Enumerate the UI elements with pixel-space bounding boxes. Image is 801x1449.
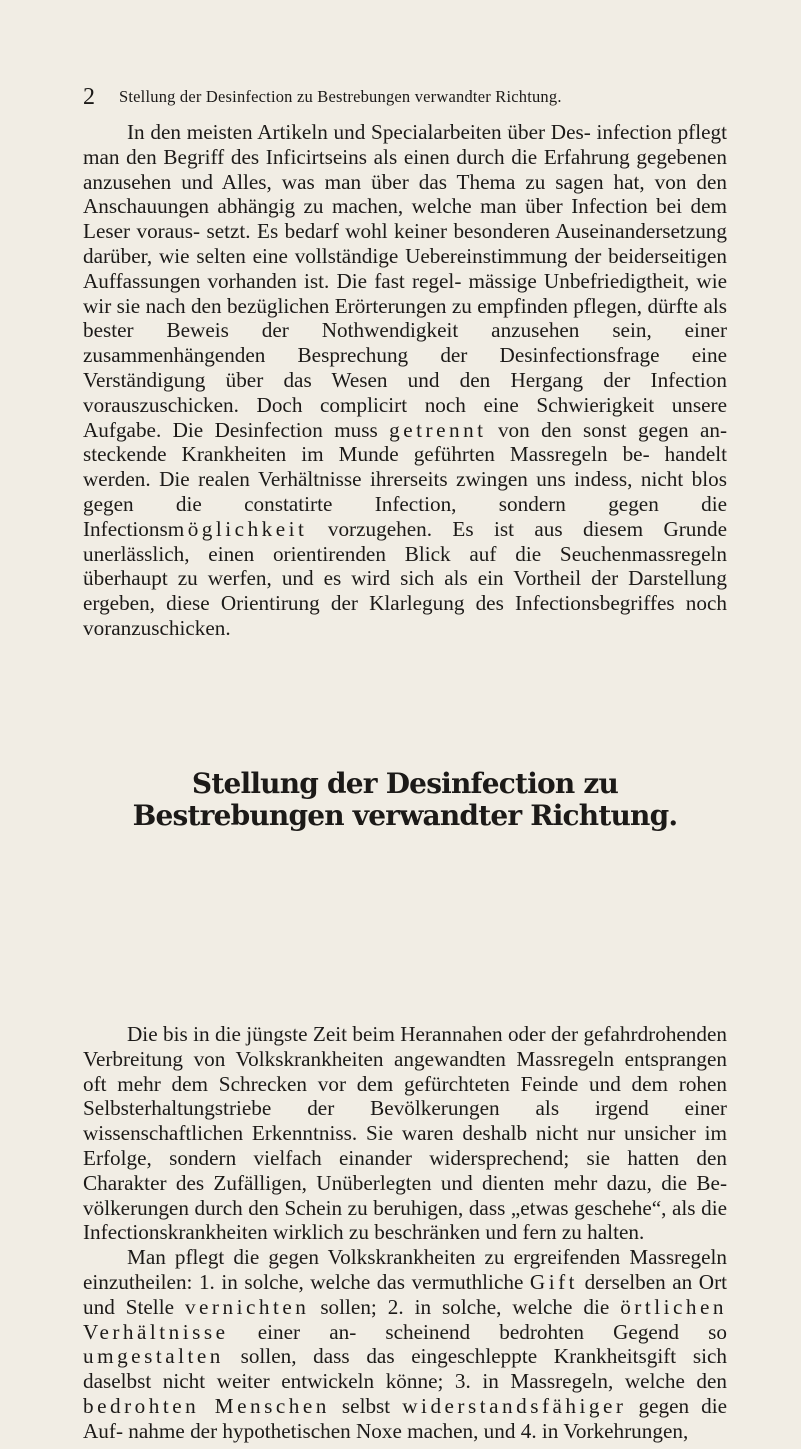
p2-text-5: sollen, dass das eingeschleppte Krankheitsgift sich daselbst nicht weiter entwickeln könne; 3. in Massregeln, welche den <box>83 1344 727 1394</box>
emphasis-bedrohten-menschen: bedrohten Menschen <box>83 1393 330 1418</box>
section-body <box>83 1022 727 1444</box>
page-header <box>83 84 723 110</box>
emphasis-widerstandsfaehiger: widerstandsfähiger <box>402 1393 627 1418</box>
emphasis-vernichten: vernichten <box>184 1294 310 1319</box>
emphasis-moeglichkeit: möglichkeit <box>167 516 308 541</box>
section-heading: Stellung der Desinfection zu Bestrebungen verwandter Richtung. <box>132 767 678 832</box>
section-paragraph-1: Die bis in die jüngste Zeit beim Herannahen oder der gefahrdrohenden Verbreitung von Volkskrankheiten angewandten Massregeln entsprangen oft mehr dem Schrecken vor dem gefürchteten Feinde und dem rohen Selbsterhaltungstriebe der Bevölkerungen als irgend einer wissenschaftlichen Erkenntniss. Sie waren deshalb nicht nur unsicher im Erfolge, sondern vielfach einander widersprechend; sie hatten den Charakter des Zufälligen, Unüberlegten und dienten mehr dazu, die Be- völkerungen durch den Schein zu beruhigen, dass „etwas geschehe“, als die Infectionskrankheiten wirklich zu beschränken und fern zu halten. <box>83 1022 727 1245</box>
emphasis-umgestalten: umgestalten <box>83 1344 224 1369</box>
intro-text-2: von den sonst gegen an- steckende Krankheiten im Munde geführten Massregeln be- handelt werden. Die realen Verhältnisse ihrerseits zwingen uns indess, nicht blos gegen die constatirte Infection, sondern gegen die Infections <box>83 417 727 541</box>
intro-paragraph <box>83 120 727 641</box>
page-number: 2 <box>83 84 95 110</box>
emphasis-getrennt: getrennt <box>389 417 487 442</box>
p2-text-2: derselben an Ort und Stelle <box>83 1269 728 1319</box>
p2-text-7: gegen die Auf- nahme der hypothetischen Noxe machen, und 4. in Vorkehrungen, <box>83 1393 728 1443</box>
p2-text-1: Man pflegt die gegen Volkskrankheiten zu ergreifenden Massregeln einzutheilen: 1. in solche, welche das vermuthliche <box>83 1245 727 1294</box>
p2-text-4: einer an- scheinend bedrohten Gegend so <box>257 1319 727 1344</box>
section-paragraph-2 <box>83 1245 727 1443</box>
emphasis-oertlichen-verhaeltnisse: örtlichen Verhältnisse <box>83 1294 727 1344</box>
running-title: Stellung der Desinfection zu Bestrebungen verwandter Richtung. <box>119 87 562 106</box>
emphasis-gift: Gift <box>529 1269 579 1294</box>
intro-text-1: In den meisten Artikeln und Specialarbeiten über Des- infection pflegt man den Begriff des Inficirtseins als einen durch die Erfahrung gegebenen anzusehen und Alles, was man über das Thema zu sagen hat, von den Anschauungen abhängig zu machen, welche man über Infection bei dem Leser voraus- setzt. Es bedarf wohl keiner besonderen Auseinandersetzung darüber, wie selten eine vollständige Uebereinstimmung der beiderseitigen Auffassungen vorhanden ist. Die fast regel- mässige Unbefriedigtheit, wie wir sie nach den bezüglichen Erörterungen zu empfinden pflegen, dürfte als bester Beweis der Nothwendigkeit anzusehen sein, einer zusammenhängenden Besprechung der Desinfectionsfrage eine Verständigung über das Wesen und den Hergang der Infection vorauszuschicken. Doch complicirt noch eine Schwierigkeit unsere Aufgabe. Die Desinfection muss <box>83 120 727 442</box>
p2-text-3: sollen; 2. in solche, welche die <box>320 1294 610 1319</box>
intro-text-3: vorzugehen. Es ist aus diesem Grunde unerlässlich, einen orientirenden Blick auf die Seuchenmassregeln überhaupt zu werfen, und es wird sich als ein Vortheil der Darstellung ergeben, diese Orientirung der Klarlegung des Infectionsbegriffes noch voranzuschicken. <box>83 516 727 640</box>
p2-text-6: selbst <box>341 1393 391 1418</box>
